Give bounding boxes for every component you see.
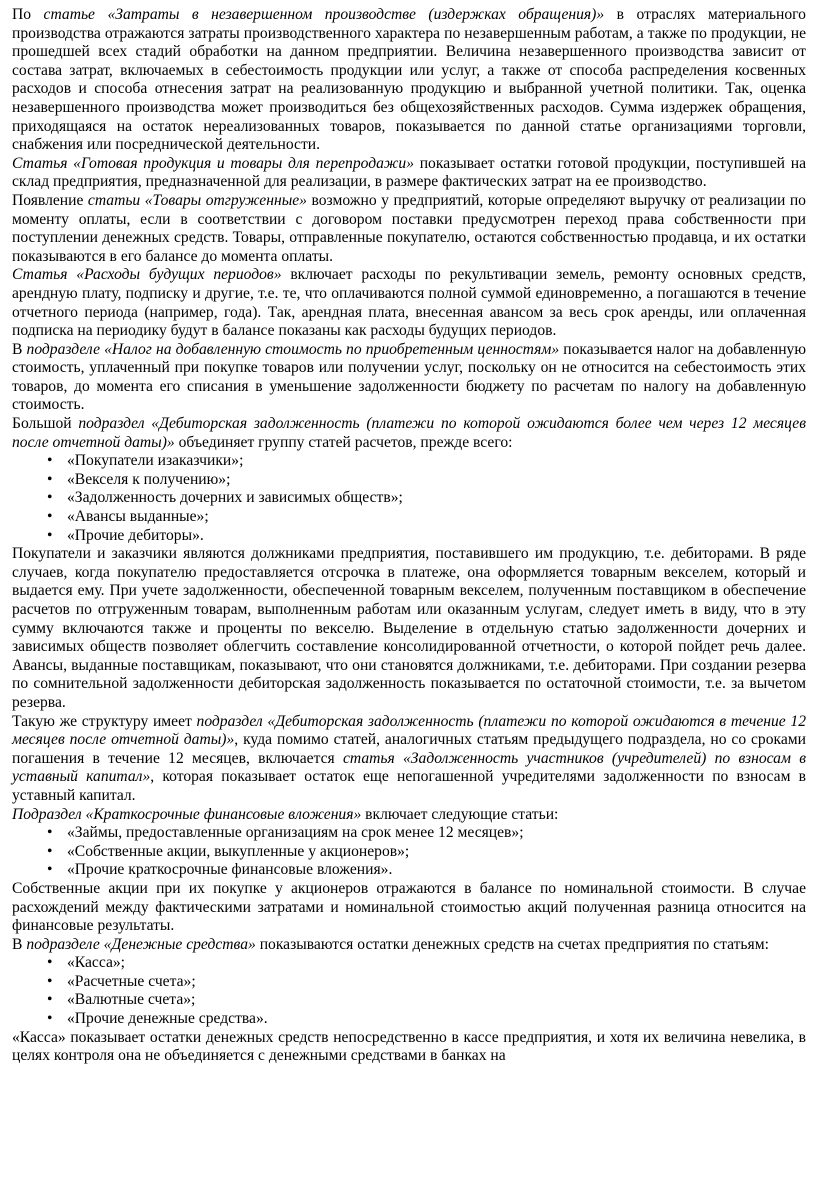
list-item: • «Расчетные счета»; — [67, 973, 806, 992]
item-title: Статья «Расходы будущих периодов» — [12, 266, 282, 284]
list-item: • «Покупатели изаказчики»; — [67, 452, 806, 471]
list-item: • «Валютные счета»; — [67, 991, 806, 1010]
text: В — [12, 935, 27, 953]
item-title: статьи «Товары отгруженные» — [87, 191, 307, 209]
list-item: • «Прочие краткосрочные финансовые вложения». — [67, 861, 806, 880]
investments-list — [12, 824, 806, 880]
paragraph-deferred-expenses — [12, 266, 806, 340]
item-title: статье «Затраты в незавершенном производстве (издержках обращения)» — [43, 6, 605, 23]
text: По — [12, 6, 44, 23]
text: , которая показывает остаток еще непогашенной учредителями задолженности по взносам в уставный капитал. — [12, 768, 807, 804]
list-item: • «Прочие дебиторы». — [67, 527, 806, 546]
item-title: подразделе «Денежные средства» — [26, 935, 256, 953]
text: Большой — [12, 415, 79, 433]
text: показывает остатки готовой продукции, поступившей на склад предприятия, предназначенной для реализации, в размере фактических затрат на ее производство. — [12, 154, 806, 191]
item-title: Статья «Готовая продукция и товары для перепродажи» — [12, 154, 415, 172]
item-title: Подраздел «Краткосрочные финансовые вложения» — [12, 805, 362, 823]
text: показывается налог на добавленную стоимость, уплаченный при покупке товаров или получении услуг, поскольку он не относится на себестоимость этих товаров, до момента его списания в уменьшение задолженности бюджету по расчетам по налогу на добавленную стоимость. — [12, 340, 806, 414]
receivables-list — [12, 452, 806, 545]
paragraph-cash — [12, 936, 806, 955]
list-item: • «Займы, предоставленные организациям на срок менее 12 месяцев»; — [67, 824, 806, 843]
text: Появление — [12, 191, 88, 209]
paragraph-goods-shipped — [12, 192, 806, 266]
text: возможно у предприятий, которые определяют выручку от реализации по моменту оплаты, если в соответствии с договором поставки предусмотрен переход права собственности при поступлении денежных средств. Товары, отправленные покупателю, остаются собственностью продавца, и их остатки показываются в его балансе до момента оплаты. — [12, 191, 806, 265]
list-item: • «Задолженность дочерних и зависимых обществ»; — [67, 489, 806, 508]
item-title: статья «Задолженность участников (учредителей) по взносам в уставный капитал» — [12, 749, 806, 786]
paragraph-cashbox: «Касса» показывает остатки денежных средств непосредственно в кассе предприятия, и хотя их величина невелика, в целях контроля она не объединяется с денежными средствами в банках на — [12, 1028, 806, 1065]
list-item: • «Прочие денежные средства». — [67, 1010, 806, 1029]
cash-list — [12, 954, 806, 1028]
paragraph-vat — [12, 341, 806, 415]
text: включает расходы по рекультивации земель, ремонту основных средств, арендную плату, подписку и другие, т.е. те, что оплачиваются полной суммой единовременно, а погашаются в течение отчетного периода (например, года). Так, арендная плата, внесенная авансом за весь срок аренды, или оплаченная подписка на периодику будут в балансе показаны как расходы будущих периодов. — [12, 266, 806, 340]
text: показываются остатки денежных средств на счетах предприятия по статьям: — [255, 935, 769, 953]
paragraph-debtors: Покупатели и заказчики являются должниками предприятия, поставившего им продукцию, т.е. дебиторами. В ряде случаев, когда покупателю предоставляется отсрочка в платеже, она оформляется товарным векселем, который и выдается ему. При учете задолженности, обеспеченной товарным векселем, полученным поставщиком в обеспечение расчетов по отгруженным товарам, выполненным работам или оказанным услугам, следует иметь в виду, что в эту сумму включаются также и проценты по векселю. Выделение в отдельную статью задолженности дочерних и зависимых обществ позволяет облегчить составление консолидированной отчетности, о которой пойдет речь далее. Авансы, выданные поставщикам, показывают, что они становятся должниками, т.е. дебиторами. При создании резерва по сомнительной задолженности дебиторская задолженность показывается по остаточной стоимости, т.е. за вычетом резерва. — [12, 545, 806, 711]
list-item: • «Авансы выданные»; — [67, 508, 806, 527]
list-item: • «Собственные акции, выкупленные у акционеров»; — [67, 843, 806, 862]
paragraph-own-shares: Собственные акции при их покупке у акционеров отражаются в балансе по номинальной стоимости. В случае расхождений между фактическими затратами и номинальной стоимостью акций полученная разница относится на финансовые результаты. — [12, 879, 806, 935]
item-title: подраздел «Дебиторская задолженность (платежи по которой ожидаются в течение 12 месяцев после отчетной даты)» — [12, 712, 806, 749]
text: , куда помимо статей, аналогичных статьям предыдущего подраздела, но со сроками погашения в течение 12 месяцев, включается — [12, 731, 806, 767]
paragraph-short-receivables — [12, 713, 806, 806]
list-item: • «Касса»; — [67, 954, 806, 973]
paragraph-long-receivables — [12, 415, 806, 452]
list-item: • «Векселя к получению»; — [67, 471, 806, 490]
paragraph-short-investments — [12, 806, 806, 825]
text: включает следующие статьи: — [361, 805, 559, 823]
paragraph-wip-costs — [12, 6, 806, 155]
paragraph-finished-goods — [12, 155, 806, 192]
item-title: подраздел «Дебиторская задолженность (платежи по которой ожидаются более чем через 12 месяцев после отчетной даты)» — [12, 415, 806, 451]
item-title: подразделе «Налог на добавленную стоимость по приобретенным ценностям» — [26, 340, 560, 358]
text: Такую же структуру имеет — [12, 712, 197, 730]
text: объединяет группу статей расчетов, прежде всего: — [174, 433, 513, 451]
text: В — [12, 340, 27, 358]
text: в отраслях материального производства отражаются затраты производственного характера по незавершенным работам, а также по продукции, не прошедшей всех стадий обработки на данном предприятии. Величина незавершенного производства зависит от состава затрат, включаемых в себестоимость продукции или услуг, а также от способа распределения косвенных расходов и способа отнесения затрат на реализованную продукцию и выбранной учетной политики. Так, оценка незавершенного производства может производиться без общехозяйственных расходов. Сумма издержек обращения, приходящаяся на остаток нереализованных товаров, показывается по данной статье организациями торговли, снабжения или посреднической деятельности. — [12, 6, 806, 154]
